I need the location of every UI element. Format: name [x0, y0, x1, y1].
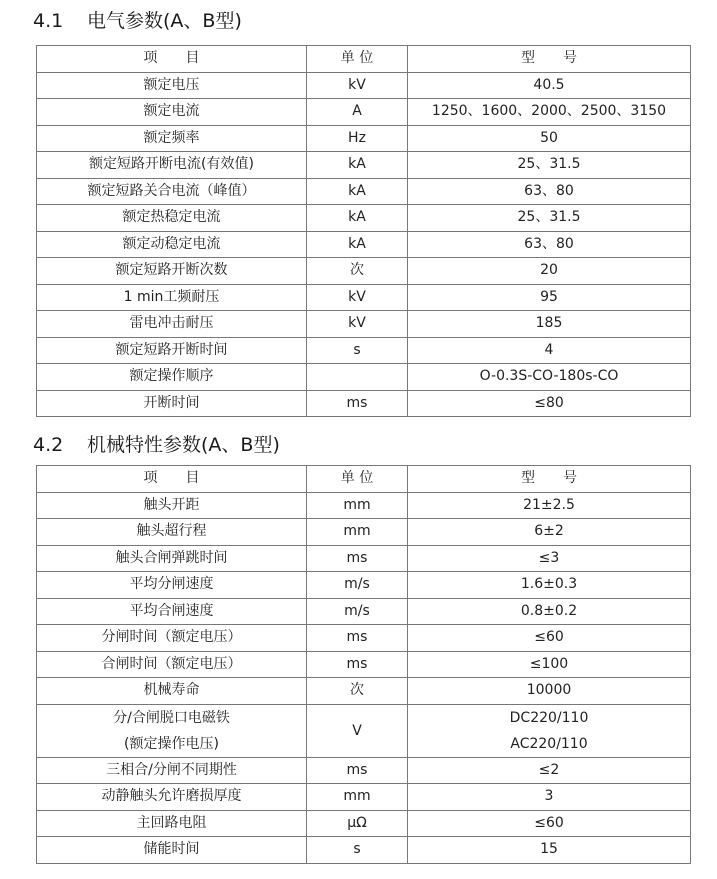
cell-unit: ms — [307, 545, 408, 572]
cell-value: 0.8±0.2 — [408, 598, 691, 625]
cell-item: 储能时间 — [37, 837, 307, 864]
cell-item: 额定短路关合电流（峰值） — [37, 178, 307, 205]
cell-value-line: DC220/110 — [509, 709, 589, 726]
cell-value: ≤60 — [408, 625, 691, 652]
cell-unit: ms — [307, 757, 408, 784]
table-row — [37, 598, 691, 625]
cell-value: ≤80 — [408, 390, 691, 417]
cell-value: 15 — [408, 837, 691, 864]
cell-item: 额定动稳定电流 — [37, 231, 307, 258]
cell-value: 63、80 — [408, 231, 691, 258]
header-model: 型 号 — [408, 46, 691, 73]
mechanical-parameters-table — [36, 465, 691, 864]
cell-value: ≤60 — [408, 810, 691, 837]
table-row — [37, 625, 691, 652]
section-number: 4.2 — [33, 434, 64, 456]
table-row — [37, 125, 691, 152]
cell-value — [408, 704, 691, 757]
cell-value: 25、31.5 — [408, 152, 691, 179]
cell-unit: kV — [307, 284, 408, 311]
cell-item: 平均分闸速度 — [37, 572, 307, 599]
cell-value: 20 — [408, 258, 691, 285]
header-item: 项 目 — [37, 466, 307, 493]
table-row — [37, 258, 691, 285]
cell-unit: m/s — [307, 598, 408, 625]
table-row — [37, 810, 691, 837]
cell-item: 触头超行程 — [37, 519, 307, 546]
cell-unit: s — [307, 337, 408, 364]
table-row — [37, 364, 691, 391]
cell-value: 21±2.5 — [408, 492, 691, 519]
table-row — [37, 784, 691, 811]
table-row — [37, 492, 691, 519]
cell-item: 主回路电阻 — [37, 810, 307, 837]
table-body — [37, 757, 691, 863]
cell-unit: m/s — [307, 572, 408, 599]
cell-value: 4 — [408, 337, 691, 364]
table-body-tall — [37, 704, 691, 757]
table-row — [37, 231, 691, 258]
table-row — [37, 311, 691, 338]
cell-item: 额定频率 — [37, 125, 307, 152]
cell-unit: ms — [307, 625, 408, 652]
cell-unit: ms — [307, 390, 408, 417]
electrical-parameters-table — [36, 45, 691, 417]
cell-value: 40.5 — [408, 72, 691, 99]
cell-item: 额定电压 — [37, 72, 307, 99]
cell-value-line: AC220/110 — [510, 735, 588, 752]
cell-value: O-0.3S-CO-180s-CO — [408, 364, 691, 391]
cell-item: 动静触头允许磨损厚度 — [37, 784, 307, 811]
cell-item: 开断时间 — [37, 390, 307, 417]
section-heading — [33, 9, 242, 33]
section-heading — [33, 433, 280, 457]
cell-item: 额定电流 — [37, 99, 307, 126]
cell-value: 95 — [408, 284, 691, 311]
section-title: 机械特性参数(A、B型) — [87, 434, 280, 456]
cell-unit: mm — [307, 784, 408, 811]
cell-unit: kA — [307, 178, 408, 205]
cell-item: 平均合闸速度 — [37, 598, 307, 625]
cell-value: 63、80 — [408, 178, 691, 205]
table-row — [37, 152, 691, 179]
cell-unit: ms — [307, 651, 408, 678]
section-title: 电气参数(A、B型) — [87, 10, 242, 32]
cell-value: 1250、1600、2000、2500、3150 — [408, 99, 691, 126]
cell-unit: μΩ — [307, 810, 408, 837]
cell-value: 10000 — [408, 678, 691, 705]
cell-unit: kA — [307, 205, 408, 232]
section-number: 4.1 — [33, 10, 64, 32]
table-row — [37, 337, 691, 364]
table-header-row — [37, 46, 691, 73]
cell-value: 3 — [408, 784, 691, 811]
cell-item: 额定短路开断次数 — [37, 258, 307, 285]
cell-item: 1 min工频耐压 — [37, 284, 307, 311]
cell-value: 50 — [408, 125, 691, 152]
cell-unit: kV — [307, 72, 408, 99]
table-row — [37, 837, 691, 864]
cell-item: 雷电冲击耐压 — [37, 311, 307, 338]
cell-unit: V — [307, 704, 408, 757]
cell-unit: kA — [307, 152, 408, 179]
cell-item: 触头开距 — [37, 492, 307, 519]
cell-item-line: (额定操作电压) — [124, 735, 219, 752]
cell-value: 6±2 — [408, 519, 691, 546]
header-unit: 单 位 — [307, 466, 408, 493]
table-row — [37, 519, 691, 546]
table-row — [37, 757, 691, 784]
cell-item: 额定热稳定电流 — [37, 205, 307, 232]
cell-value: 1.6±0.3 — [408, 572, 691, 599]
table-row — [37, 284, 691, 311]
cell-unit: kA — [307, 231, 408, 258]
header-item: 项 目 — [37, 46, 307, 73]
table-row — [37, 704, 691, 757]
table-row — [37, 72, 691, 99]
header-unit: 单 位 — [307, 46, 408, 73]
table-row — [37, 572, 691, 599]
cell-item: 分闸时间（额定电压） — [37, 625, 307, 652]
cell-unit: kV — [307, 311, 408, 338]
table-row — [37, 390, 691, 417]
table-row — [37, 678, 691, 705]
cell-item: 额定操作顺序 — [37, 364, 307, 391]
cell-value: 25、31.5 — [408, 205, 691, 232]
table-row — [37, 545, 691, 572]
table-body — [37, 492, 691, 704]
table-row — [37, 178, 691, 205]
cell-item: 合闸时间（额定电压） — [37, 651, 307, 678]
cell-item-line: 分/合闸脱口电磁铁 — [113, 709, 230, 726]
cell-unit: s — [307, 837, 408, 864]
table-row — [37, 651, 691, 678]
cell-value: 185 — [408, 311, 691, 338]
cell-value: ≤2 — [408, 757, 691, 784]
cell-item: 机械寿命 — [37, 678, 307, 705]
cell-value: ≤3 — [408, 545, 691, 572]
table-header-row — [37, 466, 691, 493]
cell-value: ≤100 — [408, 651, 691, 678]
cell-unit: mm — [307, 519, 408, 546]
cell-item: 触头合闸弹跳时间 — [37, 545, 307, 572]
cell-item: 额定短路开断时间 — [37, 337, 307, 364]
header-model: 型 号 — [408, 466, 691, 493]
table-row — [37, 205, 691, 232]
cell-unit: mm — [307, 492, 408, 519]
table-body — [37, 72, 691, 417]
cell-item — [37, 704, 307, 757]
cell-unit: 次 — [307, 678, 408, 705]
cell-unit — [307, 364, 408, 391]
cell-unit: Hz — [307, 125, 408, 152]
cell-unit: 次 — [307, 258, 408, 285]
table-row — [37, 99, 691, 126]
cell-item: 三相合/分闸不同期性 — [37, 757, 307, 784]
cell-item: 额定短路开断电流(有效值) — [37, 152, 307, 179]
cell-unit: A — [307, 99, 408, 126]
